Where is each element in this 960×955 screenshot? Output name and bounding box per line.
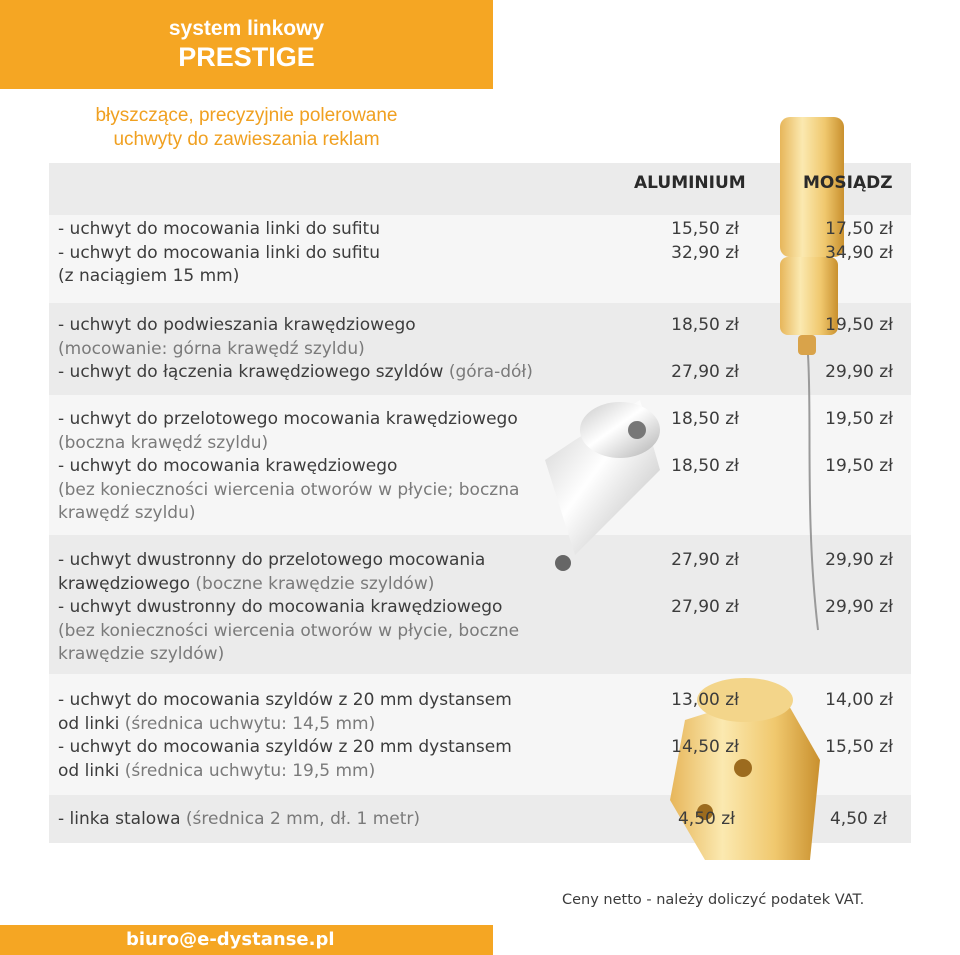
- item-note: (mocowanie: górna krawędź szyldu): [58, 338, 365, 359]
- price-mosiadz: 29,90 zł: [825, 550, 893, 570]
- price-aluminium: 27,90 zł: [671, 362, 739, 382]
- item-note: krawędzie szyldów): [58, 644, 225, 665]
- item-note: (z naciągiem 15 mm): [58, 266, 240, 287]
- price-aluminium: 18,50 zł: [671, 315, 739, 335]
- price-aluminium: 18,50 zł: [671, 409, 739, 429]
- price-aluminium: 13,00 zł: [671, 690, 739, 710]
- item-label: - uchwyt do mocowania linki do sufitu: [58, 242, 380, 263]
- item-label: - uchwyt dwustronny do przelotowego mocowania: [58, 550, 486, 570]
- item-note: (średnica 2 mm, dł. 1 metr): [180, 809, 421, 829]
- vat-note: Ceny netto - należy doliczyć podatek VAT.: [562, 892, 865, 908]
- price-aluminium: 27,90 zł: [671, 597, 739, 617]
- item-label: - uchwyt do mocowania szyldów z 20 mm dystansem: [58, 737, 512, 758]
- price-aluminium: 18,50 zł: [671, 456, 739, 476]
- item-label: - linka stalowa: [58, 809, 181, 829]
- footer-banner: [0, 925, 493, 955]
- item-label: - uchwyt do mocowania linki do sufitu: [58, 219, 380, 239]
- item-label: - uchwyt do podwieszania krawędziowego: [58, 315, 416, 335]
- row-6-description: [58, 808, 420, 832]
- contact-email[interactable]: biuro@e-dystanse.pl: [126, 929, 335, 950]
- item-note: (boczna krawędź szyldu): [58, 432, 269, 453]
- item-note: (średnica uchwytu: 19,5 mm): [119, 760, 376, 781]
- price-mosiadz: 29,90 zł: [825, 597, 893, 617]
- price-mosiadz: 19,50 zł: [825, 409, 893, 429]
- header-subtitle: system linkowy: [168, 17, 325, 40]
- column-header-aluminium: ALUMINIUM: [634, 173, 746, 193]
- tagline-line-2: uchwyty do zawieszania reklam: [113, 129, 380, 150]
- price-aluminium: 32,90 zł: [671, 243, 739, 263]
- item-label: - uchwyt do łączenia krawędziowego szyldów: [58, 362, 444, 383]
- item-label: - uchwyt do przelotowego mocowania krawędziowego: [58, 409, 518, 429]
- row-2-description: [58, 314, 533, 385]
- row-4-description: [58, 549, 519, 667]
- price-aluminium: 27,90 zł: [671, 550, 739, 570]
- header-title: PRESTIGE: [178, 42, 315, 72]
- price-mosiadz: 17,50 zł: [825, 219, 893, 239]
- row-3-description: [58, 408, 519, 526]
- item-label: od linki: [58, 713, 120, 734]
- item-label: krawędziowego: [58, 573, 191, 594]
- price-mosiadz: 34,90 zł: [825, 243, 893, 263]
- price-aluminium: 4,50 zł: [677, 809, 735, 829]
- price-mosiadz: 19,50 zł: [825, 315, 893, 335]
- row-1-description: [58, 218, 380, 289]
- item-note: (góra-dół): [443, 362, 533, 383]
- price-mosiadz: 15,50 zł: [825, 737, 893, 757]
- item-note: (bez konieczności wiercenia otworów w płycie, boczne: [58, 620, 520, 641]
- column-header-mosiadz: MOSIĄDZ: [803, 173, 893, 193]
- price-mosiadz: 19,50 zł: [825, 456, 893, 476]
- item-label: - uchwyt do mocowania szyldów z 20 mm dystansem: [58, 690, 512, 710]
- price-mosiadz: 4,50 zł: [829, 809, 887, 829]
- price-mosiadz: 14,00 zł: [825, 690, 893, 710]
- item-note: (średnica uchwytu: 14,5 mm): [119, 713, 376, 734]
- price-aluminium: 14,50 zł: [671, 737, 739, 757]
- row-5-description: [58, 689, 512, 783]
- price-aluminium: 15,50 zł: [671, 219, 739, 239]
- item-note: (boczne krawędzie szyldów): [190, 573, 435, 594]
- item-note: krawędź szyldu): [58, 503, 196, 524]
- tagline-line-1: błyszczące, precyzyjnie polerowane: [95, 105, 398, 126]
- price-mosiadz: 29,90 zł: [825, 362, 893, 382]
- item-label: od linki: [58, 760, 120, 781]
- item-note: (bez konieczności wiercenia otworów w płycie; boczna: [58, 479, 520, 500]
- item-label: - uchwyt do mocowania krawędziowego: [58, 456, 398, 477]
- item-label: - uchwyt dwustronny do mocowania krawędziowego: [58, 597, 503, 618]
